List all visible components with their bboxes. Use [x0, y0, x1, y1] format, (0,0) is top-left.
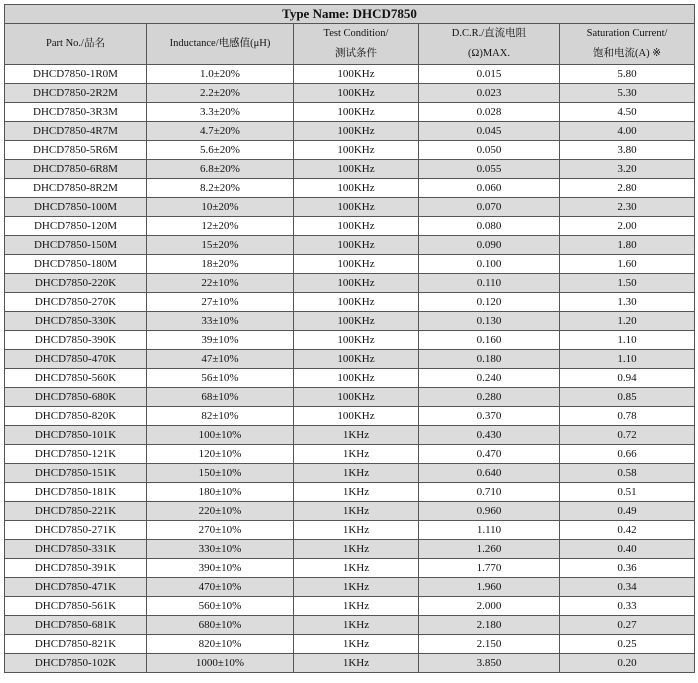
- table-row: [5, 84, 695, 103]
- cell-inductance: 180±10%: [147, 483, 294, 502]
- cell-test-condition: 1KHz: [294, 426, 419, 445]
- table-row: [5, 578, 695, 597]
- table-row: [5, 179, 695, 198]
- cell-test-condition: 100KHz: [294, 141, 419, 160]
- cell-test-condition: 1KHz: [294, 483, 419, 502]
- table-row: [5, 293, 695, 312]
- cell-inductance: 150±10%: [147, 464, 294, 483]
- cell-part-no: DHCD7850-561K: [5, 597, 147, 616]
- cell-test-condition: 100KHz: [294, 255, 419, 274]
- cell-part-no: DHCD7850-821K: [5, 635, 147, 654]
- cell-test-condition: 100KHz: [294, 369, 419, 388]
- cell-dcr: 2.000: [419, 597, 560, 616]
- cell-dcr: 2.180: [419, 616, 560, 635]
- cell-dcr: 3.850: [419, 654, 560, 673]
- cell-test-condition: 100KHz: [294, 160, 419, 179]
- cell-test-condition: 100KHz: [294, 274, 419, 293]
- cell-dcr: 1.960: [419, 578, 560, 597]
- cell-saturation-current: 2.30: [560, 198, 695, 217]
- table-row: [5, 559, 695, 578]
- cell-dcr: 0.280: [419, 388, 560, 407]
- cell-part-no: DHCD7850-100M: [5, 198, 147, 217]
- cell-dcr: 0.710: [419, 483, 560, 502]
- cell-saturation-current: 0.78: [560, 407, 695, 426]
- cell-inductance: 12±20%: [147, 217, 294, 236]
- cell-saturation-current: 0.36: [560, 559, 695, 578]
- cell-saturation-current: 0.49: [560, 502, 695, 521]
- cell-dcr: 0.080: [419, 217, 560, 236]
- table-row: [5, 160, 695, 179]
- cell-test-condition: 100KHz: [294, 122, 419, 141]
- cell-part-no: DHCD7850-221K: [5, 502, 147, 521]
- cell-dcr: 0.055: [419, 160, 560, 179]
- test-condition-line-1: Test Condition/: [323, 28, 389, 39]
- cell-test-condition: 100KHz: [294, 350, 419, 369]
- cell-test-condition: 1KHz: [294, 635, 419, 654]
- cell-saturation-current: 1.60: [560, 255, 695, 274]
- cell-dcr: 0.045: [419, 122, 560, 141]
- cell-test-condition: 1KHz: [294, 597, 419, 616]
- table-row: [5, 350, 695, 369]
- cell-inductance: 2.2±20%: [147, 84, 294, 103]
- table-row: [5, 369, 695, 388]
- table-row: [5, 312, 695, 331]
- cell-part-no: DHCD7850-330K: [5, 312, 147, 331]
- cell-test-condition: 1KHz: [294, 616, 419, 635]
- table-row: [5, 426, 695, 445]
- cell-test-condition: 100KHz: [294, 388, 419, 407]
- cell-dcr: 1.110: [419, 521, 560, 540]
- cell-inductance: 27±10%: [147, 293, 294, 312]
- cell-inductance: 820±10%: [147, 635, 294, 654]
- cell-test-condition: 100KHz: [294, 407, 419, 426]
- cell-part-no: DHCD7850-121K: [5, 445, 147, 464]
- cell-part-no: DHCD7850-681K: [5, 616, 147, 635]
- cell-test-condition: 1KHz: [294, 445, 419, 464]
- cell-part-no: DHCD7850-2R2M: [5, 84, 147, 103]
- cell-test-condition: 100KHz: [294, 65, 419, 84]
- cell-inductance: 330±10%: [147, 540, 294, 559]
- table-row: [5, 407, 695, 426]
- cell-saturation-current: 1.50: [560, 274, 695, 293]
- cell-saturation-current: 1.80: [560, 236, 695, 255]
- saturation-line-1: Saturation Current/: [586, 28, 668, 39]
- table-row: [5, 103, 695, 122]
- cell-dcr: 0.023: [419, 84, 560, 103]
- table-title-row: [5, 5, 695, 24]
- dcr-line-1: D.C.R./直流电阻: [451, 28, 527, 39]
- table-row: [5, 654, 695, 673]
- table-body: [5, 65, 695, 673]
- cell-saturation-current: 0.34: [560, 578, 695, 597]
- cell-part-no: DHCD7850-271K: [5, 521, 147, 540]
- cell-part-no: DHCD7850-102K: [5, 654, 147, 673]
- cell-inductance: 15±20%: [147, 236, 294, 255]
- cell-inductance: 5.6±20%: [147, 141, 294, 160]
- cell-saturation-current: 0.42: [560, 521, 695, 540]
- cell-dcr: 0.130: [419, 312, 560, 331]
- cell-dcr: 0.180: [419, 350, 560, 369]
- cell-part-no: DHCD7850-680K: [5, 388, 147, 407]
- table-row: [5, 616, 695, 635]
- table-row: [5, 255, 695, 274]
- cell-test-condition: 100KHz: [294, 312, 419, 331]
- cell-test-condition: 100KHz: [294, 103, 419, 122]
- cell-inductance: 270±10%: [147, 521, 294, 540]
- cell-test-condition: 1KHz: [294, 654, 419, 673]
- cell-saturation-current: 1.20: [560, 312, 695, 331]
- cell-inductance: 56±10%: [147, 369, 294, 388]
- cell-dcr: 0.960: [419, 502, 560, 521]
- cell-part-no: DHCD7850-560K: [5, 369, 147, 388]
- cell-saturation-current: 0.27: [560, 616, 695, 635]
- cell-dcr: 0.050: [419, 141, 560, 160]
- column-header-saturation-current: [560, 24, 695, 65]
- cell-test-condition: 100KHz: [294, 331, 419, 350]
- column-header-test-condition: [294, 24, 419, 65]
- cell-dcr: 0.028: [419, 103, 560, 122]
- table-row: [5, 65, 695, 84]
- cell-test-condition: 100KHz: [294, 217, 419, 236]
- cell-dcr: 0.060: [419, 179, 560, 198]
- cell-inductance: 18±20%: [147, 255, 294, 274]
- cell-part-no: DHCD7850-820K: [5, 407, 147, 426]
- cell-inductance: 39±10%: [147, 331, 294, 350]
- cell-test-condition: 100KHz: [294, 179, 419, 198]
- cell-dcr: 0.110: [419, 274, 560, 293]
- cell-saturation-current: 0.33: [560, 597, 695, 616]
- cell-inductance: 1.0±20%: [147, 65, 294, 84]
- cell-part-no: DHCD7850-181K: [5, 483, 147, 502]
- cell-part-no: DHCD7850-5R6M: [5, 141, 147, 160]
- cell-inductance: 68±10%: [147, 388, 294, 407]
- cell-part-no: DHCD7850-391K: [5, 559, 147, 578]
- cell-inductance: 220±10%: [147, 502, 294, 521]
- cell-dcr: 1.260: [419, 540, 560, 559]
- cell-inductance: 680±10%: [147, 616, 294, 635]
- cell-part-no: DHCD7850-101K: [5, 426, 147, 445]
- cell-test-condition: 1KHz: [294, 540, 419, 559]
- cell-part-no: DHCD7850-220K: [5, 274, 147, 293]
- cell-part-no: DHCD7850-390K: [5, 331, 147, 350]
- cell-saturation-current: 2.80: [560, 179, 695, 198]
- cell-saturation-current: 1.10: [560, 331, 695, 350]
- column-header-dcr: [419, 24, 560, 65]
- cell-test-condition: 1KHz: [294, 502, 419, 521]
- table-row: [5, 445, 695, 464]
- table-row: [5, 635, 695, 654]
- cell-inductance: 82±10%: [147, 407, 294, 426]
- column-header-inductance: Inductance/电感值(μH): [147, 24, 294, 65]
- cell-test-condition: 100KHz: [294, 293, 419, 312]
- cell-dcr: 0.100: [419, 255, 560, 274]
- cell-saturation-current: 5.30: [560, 84, 695, 103]
- cell-dcr: 1.770: [419, 559, 560, 578]
- cell-part-no: DHCD7850-270K: [5, 293, 147, 312]
- table-row: [5, 597, 695, 616]
- cell-dcr: 0.120: [419, 293, 560, 312]
- cell-saturation-current: 3.80: [560, 141, 695, 160]
- cell-part-no: DHCD7850-120M: [5, 217, 147, 236]
- cell-test-condition: 100KHz: [294, 236, 419, 255]
- cell-part-no: DHCD7850-180M: [5, 255, 147, 274]
- cell-test-condition: 1KHz: [294, 559, 419, 578]
- cell-saturation-current: 1.10: [560, 350, 695, 369]
- table-row: [5, 540, 695, 559]
- cell-part-no: DHCD7850-151K: [5, 464, 147, 483]
- cell-inductance: 10±20%: [147, 198, 294, 217]
- cell-part-no: DHCD7850-471K: [5, 578, 147, 597]
- cell-saturation-current: 1.30: [560, 293, 695, 312]
- cell-saturation-current: 5.80: [560, 65, 695, 84]
- column-header-part-no: Part No./品名: [5, 24, 147, 65]
- table-row: [5, 521, 695, 540]
- cell-dcr: 0.470: [419, 445, 560, 464]
- cell-saturation-current: 0.94: [560, 369, 695, 388]
- cell-saturation-current: 0.66: [560, 445, 695, 464]
- cell-test-condition: 100KHz: [294, 84, 419, 103]
- cell-part-no: DHCD7850-331K: [5, 540, 147, 559]
- table-row: [5, 502, 695, 521]
- cell-part-no: DHCD7850-3R3M: [5, 103, 147, 122]
- cell-inductance: 6.8±20%: [147, 160, 294, 179]
- cell-dcr: 0.640: [419, 464, 560, 483]
- cell-saturation-current: 0.51: [560, 483, 695, 502]
- cell-test-condition: 100KHz: [294, 198, 419, 217]
- cell-inductance: 120±10%: [147, 445, 294, 464]
- table-row: [5, 388, 695, 407]
- cell-part-no: DHCD7850-1R0M: [5, 65, 147, 84]
- cell-inductance: 390±10%: [147, 559, 294, 578]
- cell-saturation-current: 4.00: [560, 122, 695, 141]
- inductor-spec-table: [4, 4, 695, 673]
- test-condition-line-2: 测试条件: [335, 48, 377, 59]
- cell-test-condition: 1KHz: [294, 464, 419, 483]
- cell-dcr: 0.015: [419, 65, 560, 84]
- table-row: [5, 122, 695, 141]
- cell-dcr: 0.160: [419, 331, 560, 350]
- table-row: [5, 464, 695, 483]
- cell-inductance: 33±10%: [147, 312, 294, 331]
- cell-inductance: 4.7±20%: [147, 122, 294, 141]
- cell-inductance: 470±10%: [147, 578, 294, 597]
- table-row: [5, 483, 695, 502]
- cell-saturation-current: 3.20: [560, 160, 695, 179]
- cell-dcr: 0.090: [419, 236, 560, 255]
- cell-saturation-current: 0.25: [560, 635, 695, 654]
- cell-inductance: 22±10%: [147, 274, 294, 293]
- cell-saturation-current: 0.58: [560, 464, 695, 483]
- cell-dcr: 0.070: [419, 198, 560, 217]
- cell-inductance: 8.2±20%: [147, 179, 294, 198]
- table-row: [5, 141, 695, 160]
- cell-part-no: DHCD7850-6R8M: [5, 160, 147, 179]
- cell-saturation-current: 0.40: [560, 540, 695, 559]
- cell-part-no: DHCD7850-150M: [5, 236, 147, 255]
- cell-saturation-current: 2.00: [560, 217, 695, 236]
- cell-dcr: 0.370: [419, 407, 560, 426]
- table-row: [5, 217, 695, 236]
- cell-part-no: DHCD7850-8R2M: [5, 179, 147, 198]
- cell-dcr: 2.150: [419, 635, 560, 654]
- saturation-line-2: 饱和电流(A) ※: [593, 48, 662, 59]
- column-header-row: [5, 24, 695, 65]
- cell-part-no: DHCD7850-470K: [5, 350, 147, 369]
- cell-test-condition: 1KHz: [294, 521, 419, 540]
- cell-saturation-current: 0.20: [560, 654, 695, 673]
- cell-inductance: 560±10%: [147, 597, 294, 616]
- cell-inductance: 1000±10%: [147, 654, 294, 673]
- cell-test-condition: 1KHz: [294, 578, 419, 597]
- cell-dcr: 0.430: [419, 426, 560, 445]
- cell-dcr: 0.240: [419, 369, 560, 388]
- cell-saturation-current: 0.85: [560, 388, 695, 407]
- table-row: [5, 331, 695, 350]
- dcr-line-2: (Ω)MAX.: [468, 48, 510, 59]
- cell-inductance: 47±10%: [147, 350, 294, 369]
- cell-saturation-current: 4.50: [560, 103, 695, 122]
- table-row: [5, 198, 695, 217]
- table-row: [5, 274, 695, 293]
- table-title: Type Name: DHCD7850: [5, 5, 695, 24]
- table-row: [5, 236, 695, 255]
- cell-inductance: 3.3±20%: [147, 103, 294, 122]
- cell-inductance: 100±10%: [147, 426, 294, 445]
- cell-saturation-current: 0.72: [560, 426, 695, 445]
- cell-part-no: DHCD7850-4R7M: [5, 122, 147, 141]
